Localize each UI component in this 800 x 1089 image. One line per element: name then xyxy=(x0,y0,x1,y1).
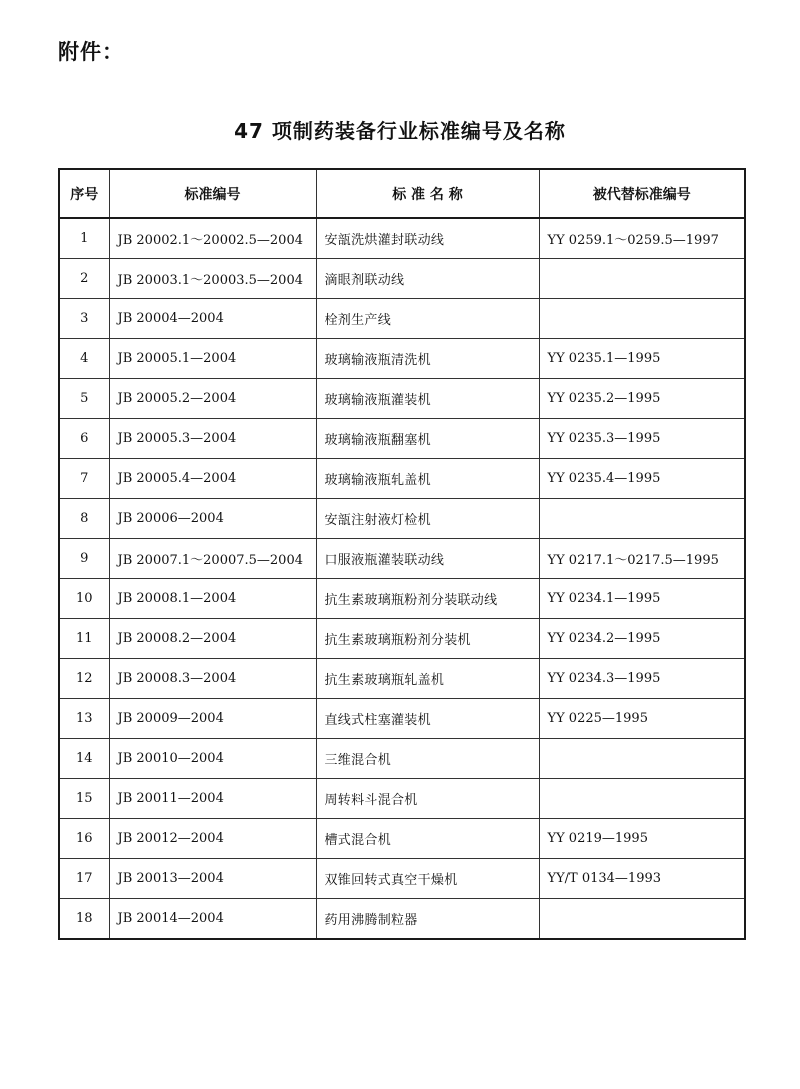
row-seq-cell: 8 xyxy=(59,499,109,539)
row-name-cell: 抗生素玻璃瓶轧盖机 xyxy=(316,659,539,699)
table-row xyxy=(59,339,745,379)
row-name-cell: 玻璃输液瓶灌装机 xyxy=(316,379,539,419)
row-seq-cell: 14 xyxy=(59,739,109,779)
row-name-cell: 直线式柱塞灌装机 xyxy=(316,699,539,739)
row-replaced-cell: YY 0235.1—1995 xyxy=(539,339,745,379)
row-seq-cell: 12 xyxy=(59,659,109,699)
table-row xyxy=(59,419,745,459)
row-code-cell: JB 20012—2004 xyxy=(109,819,316,859)
row-code-cell: JB 20004—2004 xyxy=(109,299,316,339)
header-row xyxy=(59,169,745,218)
row-seq-cell: 15 xyxy=(59,779,109,819)
header-name: 标 准 名 称 xyxy=(316,169,539,218)
row-replaced-cell: YY 0219—1995 xyxy=(539,819,745,859)
table-row xyxy=(59,459,745,499)
table-row xyxy=(59,619,745,659)
row-seq-cell: 5 xyxy=(59,379,109,419)
row-replaced-cell xyxy=(539,739,745,779)
row-seq-cell: 4 xyxy=(59,339,109,379)
table-body xyxy=(59,218,745,939)
row-replaced-cell: YY/T 0134—1993 xyxy=(539,859,745,899)
row-code-cell: JB 20010—2004 xyxy=(109,739,316,779)
row-name-cell: 玻璃输液瓶轧盖机 xyxy=(316,459,539,499)
row-name-cell: 玻璃输液瓶翻塞机 xyxy=(316,419,539,459)
row-code-cell: JB 20008.2—2004 xyxy=(109,619,316,659)
row-name-cell: 口服液瓶灌装联动线 xyxy=(316,539,539,579)
row-replaced-cell: YY 0234.2—1995 xyxy=(539,619,745,659)
row-seq-cell: 2 xyxy=(59,259,109,299)
row-seq-cell: 11 xyxy=(59,619,109,659)
row-code-cell: JB 20014—2004 xyxy=(109,899,316,940)
table-row xyxy=(59,539,745,579)
table-row xyxy=(59,899,745,940)
row-code-cell: JB 20006—2004 xyxy=(109,499,316,539)
table-row xyxy=(59,819,745,859)
row-name-cell: 抗生素玻璃瓶粉剂分装机 xyxy=(316,619,539,659)
row-seq-cell: 18 xyxy=(59,899,109,940)
row-replaced-cell: YY 0234.1—1995 xyxy=(539,579,745,619)
row-replaced-cell xyxy=(539,499,745,539)
row-seq-cell: 1 xyxy=(59,218,109,259)
row-replaced-cell: YY 0235.3—1995 xyxy=(539,419,745,459)
table-row xyxy=(59,699,745,739)
table-row xyxy=(59,379,745,419)
row-name-cell: 槽式混合机 xyxy=(316,819,539,859)
row-name-cell: 双锥回转式真空干燥机 xyxy=(316,859,539,899)
row-name-cell: 周转料斗混合机 xyxy=(316,779,539,819)
table-row xyxy=(59,299,745,339)
row-replaced-cell: YY 0235.2—1995 xyxy=(539,379,745,419)
row-code-cell: JB 20007.1～20007.5—2004 xyxy=(109,539,316,579)
table-row xyxy=(59,218,745,259)
row-name-cell: 滴眼剂联动线 xyxy=(316,259,539,299)
row-seq-cell: 16 xyxy=(59,819,109,859)
table-row xyxy=(59,259,745,299)
row-replaced-cell xyxy=(539,779,745,819)
header-replaced: 被代替标准编号 xyxy=(539,169,745,218)
row-code-cell: JB 20008.3—2004 xyxy=(109,659,316,699)
row-name-cell: 安瓿注射液灯检机 xyxy=(316,499,539,539)
row-code-cell: JB 20008.1—2004 xyxy=(109,579,316,619)
table-row xyxy=(59,859,745,899)
row-seq-cell: 3 xyxy=(59,299,109,339)
row-name-cell: 抗生素玻璃瓶粉剂分装联动线 xyxy=(316,579,539,619)
table-row xyxy=(59,779,745,819)
table-row xyxy=(59,499,745,539)
row-code-cell: JB 20005.3—2004 xyxy=(109,419,316,459)
table-row xyxy=(59,739,745,779)
row-seq-cell: 13 xyxy=(59,699,109,739)
row-code-cell: JB 20011—2004 xyxy=(109,779,316,819)
row-name-cell: 药用沸腾制粒器 xyxy=(316,899,539,940)
row-code-cell: JB 20003.1～20003.5—2004 xyxy=(109,259,316,299)
row-name-cell: 栓剂生产线 xyxy=(316,299,539,339)
row-seq-cell: 17 xyxy=(59,859,109,899)
row-replaced-cell: YY 0225—1995 xyxy=(539,699,745,739)
row-replaced-cell xyxy=(539,299,745,339)
row-replaced-cell: YY 0259.1～0259.5—1997 xyxy=(539,218,745,259)
table-header xyxy=(59,169,745,218)
row-seq-cell: 6 xyxy=(59,419,109,459)
row-replaced-cell xyxy=(539,899,745,940)
document-title: 47 项制药装备行业标准编号及名称 xyxy=(234,119,566,143)
row-name-cell: 安瓿洗烘灌封联动线 xyxy=(316,218,539,259)
row-seq-cell: 9 xyxy=(59,539,109,579)
row-replaced-cell: YY 0235.4—1995 xyxy=(539,459,745,499)
table-row xyxy=(59,579,745,619)
header-code: 标准编号 xyxy=(109,169,316,218)
row-code-cell: JB 20005.2—2004 xyxy=(109,379,316,419)
row-name-cell: 三维混合机 xyxy=(316,739,539,779)
row-seq-cell: 7 xyxy=(59,459,109,499)
row-code-cell: JB 20005.4—2004 xyxy=(109,459,316,499)
standards-table xyxy=(58,168,746,940)
table-row xyxy=(59,659,745,699)
row-replaced-cell: YY 0234.3—1995 xyxy=(539,659,745,699)
row-name-cell: 玻璃输液瓶清洗机 xyxy=(316,339,539,379)
header-seq: 序号 xyxy=(59,169,109,218)
row-seq-cell: 10 xyxy=(59,579,109,619)
row-replaced-cell: YY 0217.1～0217.5—1995 xyxy=(539,539,745,579)
row-code-cell: JB 20009—2004 xyxy=(109,699,316,739)
row-code-cell: JB 20002.1～20002.5—2004 xyxy=(109,218,316,259)
attachment-label: 附件： xyxy=(58,40,124,64)
row-replaced-cell xyxy=(539,259,745,299)
row-code-cell: JB 20005.1—2004 xyxy=(109,339,316,379)
row-code-cell: JB 20013—2004 xyxy=(109,859,316,899)
